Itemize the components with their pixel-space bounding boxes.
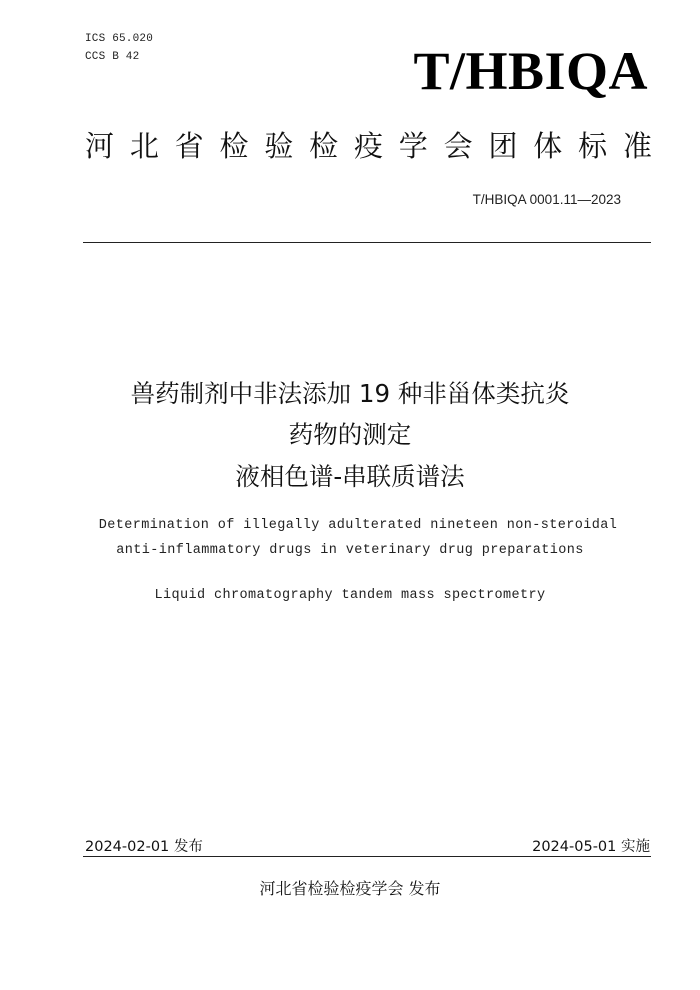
org-char: 团 <box>488 129 518 163</box>
publisher: 河北省检验检疫学会 发布 <box>259 879 441 898</box>
org-char: 检 <box>309 129 339 163</box>
org-char: 检 <box>219 129 249 163</box>
implement-date: 2024-05-01 实施 <box>532 839 650 855</box>
publish-date: 2024-02-01 发布 <box>85 839 203 855</box>
org-char: 体 <box>533 129 563 163</box>
org-char: 河 <box>85 129 115 163</box>
org-char: 北 <box>129 129 159 163</box>
org-char: 疫 <box>353 129 383 163</box>
org-char: 学 <box>398 129 428 163</box>
org-char: 会 <box>443 129 473 163</box>
bottom-divider <box>83 856 651 857</box>
org-char: 标 <box>578 129 608 163</box>
title-zh-line-3: 液相色谱-串联质谱法 <box>235 462 465 491</box>
top-divider <box>83 242 651 243</box>
ccs-code: CCS B 42 <box>85 51 140 63</box>
org-char: 准 <box>622 129 652 163</box>
org-char: 省 <box>174 129 204 163</box>
standard-brand-logo: T/HBIQA <box>413 41 648 101</box>
organization-name <box>85 126 652 166</box>
title-en-line-2: anti-inflammatory drugs in veterinary drug preparations <box>116 543 584 558</box>
ics-code: ICS 65.020 <box>85 33 154 45</box>
standard-number: T/HBIQA 0001.11—2023 <box>472 192 621 207</box>
title-en-line-1: Determination of illegally adulterated nineteen non-steroidal <box>98 518 618 533</box>
org-char: 验 <box>264 129 294 163</box>
title-en-subtitle: Liquid chromatography tandem mass spectrometry <box>154 588 546 603</box>
title-zh-line-1: 兽药制剂中非法添加 19 种非甾体类抗炎 <box>130 379 570 408</box>
title-zh-line-2: 药物的测定 <box>288 420 412 449</box>
